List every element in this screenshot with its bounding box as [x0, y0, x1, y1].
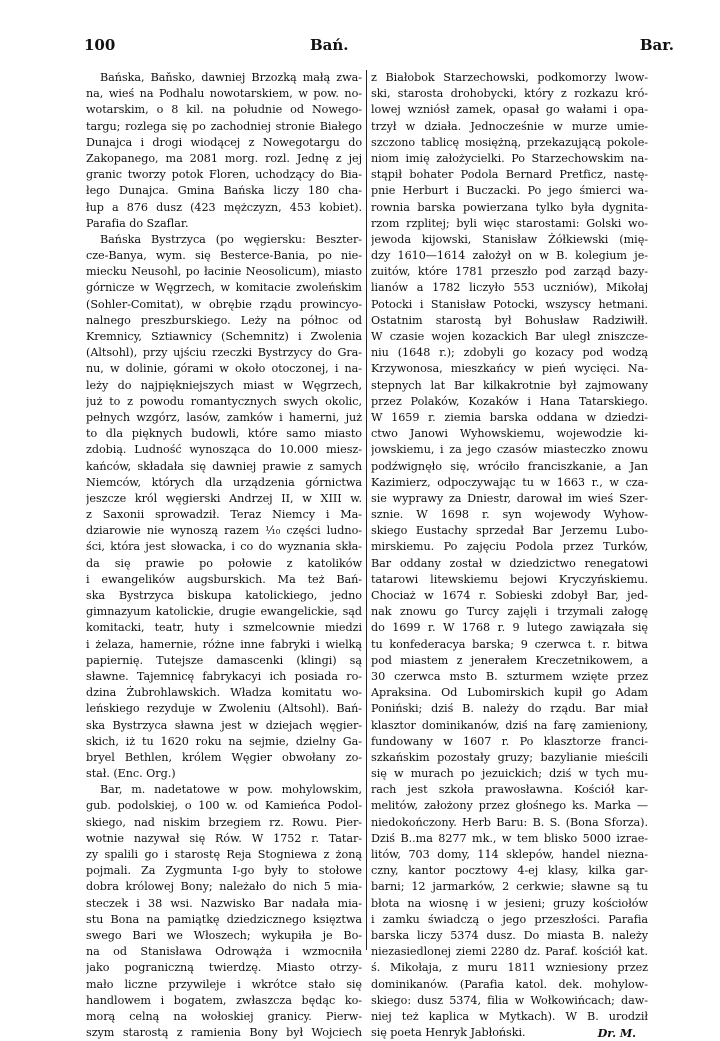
text-line: gimnazyum katolickie, drugie ewangelickie, sąd: [86, 605, 362, 619]
text-line: i żelaza, hamernie, różne inne fabryki i wielką: [86, 637, 362, 651]
text-line: Ostatnim starostą był Bohusław Radziwiłł.: [371, 313, 648, 327]
text-line: handlowem i bogatem, zwłaszcza będąc ko-: [86, 993, 362, 1007]
text-line: (Sohler-Comitat), w obrębie rządu prowincyo-: [86, 297, 362, 311]
text-line: to dla pięknych budowli, które samo miasto: [86, 427, 362, 441]
text-line: W 1659 r. ziemia barska oddana w dziedzi-: [371, 410, 648, 424]
text-line: melitów, założony przez głośnego ks. Marka —: [371, 799, 648, 813]
text-line: jeszcze król węgierski Andrzej II, w XIII w.: [86, 491, 362, 505]
text-line: dziarowie nie wynoszą razem ¹⁄₁₀ części ludno-: [86, 524, 362, 538]
text-line: skiego Eustachy sprzedał Bar Jerzemu Lubo-: [371, 524, 648, 538]
text-line: rach jest szkoła prawosławna. Kościół kar-: [371, 783, 648, 797]
text-line: łup a 876 dusz (423 mężczyzn, 453 kobiet).: [86, 200, 362, 214]
text-line: dzy 1610—1614 założył on w B. kolegium je-: [371, 249, 648, 263]
text-line: dominikanów. (Parafia katol. dek. mohylow-: [371, 977, 648, 991]
text-line: zuitów, które 1781 przeszło pod zarząd bazy-: [371, 265, 648, 279]
text-line: ska Bystrzyca sławna jest w dziejach węgier-: [86, 718, 362, 732]
text-line: jowskiemu, i za jego czasów miasteczko znowu: [371, 443, 648, 457]
text-line: błota na wiosnę i w jesieni; gruzy kościołów: [371, 896, 648, 910]
text-line: mało liczne przywileje i wkrótce stało się: [86, 977, 362, 991]
text-line: łego Dunajca. Gmina Bańska liczy 180 cha-: [86, 184, 362, 198]
text-line: dobra królowej Bony; należało do nich 5 mia-: [86, 880, 362, 894]
text-line: Bańska Bystrzyca (po węgiersku: Beszter-: [100, 232, 362, 246]
page-header: [84, 36, 674, 58]
text-line: targu; rozlega się po zachodniej stronie Białego: [86, 119, 362, 133]
text-line: na od Stanisława Odrowąża i wzmocniła: [86, 945, 362, 959]
text-line: Chociaż w 1674 r. Sobieski zdobył Bar, jed-: [371, 589, 648, 602]
text-line: ś. Mikołaja, z muru 1811 wzniesiony przez: [371, 961, 648, 975]
text-line: z Saxonii sprowadził. Teraz Niemcy i Ma-: [86, 508, 362, 522]
text-line: bryel Bethlen, królem Węgier obwołany zo-: [86, 750, 362, 764]
text-line: fundowany w 1607 r. Po klasztorze franci-: [371, 734, 648, 748]
text-line: nalnego preszburskiego. Leży na północ od: [86, 313, 362, 327]
text-line: nu, w dolinie, górami w około otoczonej, i na-: [86, 362, 362, 376]
text-line: czny, kantor pocztowy 4-ej klasy, kilka gar-: [371, 864, 648, 878]
text-line: klasztor dominikanów, dziś na farę zamieniony,: [371, 718, 648, 732]
text-line: szczono tablicę mosiężną, przekazującą pokole-: [371, 135, 648, 149]
text-line: do 1699 r. W 1768 r. 9 lutego zawiązała się: [371, 621, 648, 635]
text-line: niom imię założycielki. Po Starzechowskim na-: [371, 151, 648, 165]
text-line: pod miastem z jenerałem Kreczetnikowem, a: [371, 653, 648, 667]
text-line: rownia barska powierzana tylko była dygnita-: [371, 200, 648, 214]
text-line: papiernię. Tutejsze damascenki (klingi) są: [86, 653, 362, 667]
text-line: pojmali. Za Zygmunta I-go były to stołowe: [86, 864, 362, 878]
text-line: steczek i 38 wsi. Nazwisko Bar nadała mia-: [86, 896, 362, 910]
text-line: rzom rzplitej; byli więc starostami: Golski wo-: [371, 216, 648, 230]
text-line: gub. podolskiej, o 100 w. od Kamieńca Podol-: [86, 799, 362, 813]
text-line: jewoda kijowski, Stanisław Żółkiewski (mię-: [371, 232, 648, 246]
text-line: lianów a 1782 liczyło 553 uczniów), Mikołaj: [371, 281, 648, 295]
text-line: niezasiedlonej ziemi 2280 dz. Paraf. kościół kat.: [371, 945, 648, 959]
text-line: sławne. Tajemnicę fabrykacyi ich posiada ro-: [86, 669, 362, 683]
text-line: niej też kaplica w Mytkach). W B. urodził: [371, 1009, 648, 1023]
text-line: górnicze w Węgrzech, w komitacie zwoleńskim: [86, 281, 362, 295]
text-line: Zakopanego, ma 2081 morg. rozl. Jednę z jej: [86, 151, 362, 165]
text-line: wotarskim, o 8 kil. na południe od Nowego-: [86, 103, 362, 117]
text-line: Kremnicy, Sztiawnicy (Schemnitz) i Zwolenia: [86, 330, 362, 343]
text-line: skiego, nad niskim brzegiem rz. Rowu. Pier-: [86, 815, 362, 829]
text-line: stepnych lat Bar kilkakrotnie był zajmowany: [371, 378, 648, 392]
text-line: da się prawie po połowie z katolików: [86, 556, 362, 570]
text-line: [371, 1025, 648, 1041]
text-line: Krzywonosa, mieszkańcy w pień wycięci. Na-: [371, 362, 648, 376]
text-line: nak znowu go Turcy zajęli i trzymali załogę: [371, 605, 648, 619]
text-line: szkańskim pozostały gruzy; bazylianie mieścili: [371, 750, 648, 764]
text-line: Bar oddany został w dziedzictwo renegatowi: [371, 556, 648, 570]
text-line: Bańska, Baňsko, dawniej Brzozką małą zwa-: [100, 71, 362, 84]
column-divider: [366, 70, 367, 950]
text-line: mirskiemu. Po zajęciu Podola przez Turków,: [371, 540, 648, 554]
text-line: barni; 12 jarmarków, 2 cerkwie; sławne są tu: [371, 880, 648, 894]
text-line: wotnie nazywał się Rów. W 1752 r. Tatar-: [86, 831, 362, 845]
text-line: tu konfederacya barska; 9 czerwca t. r. bitwa: [371, 637, 648, 651]
text-line: kańców, składała się dawniej prawie z samych: [86, 459, 362, 473]
text-line: przez Polaków, Kozaków i Hana Tatarskiego.: [371, 394, 648, 408]
text-line: niu (1648 r.); zdobyli go kozacy pod wodzą: [371, 346, 648, 360]
text-line: podźwignęło się, wróciło franciszkanie, a Jan: [371, 459, 648, 473]
text-line: i ewangelików augsburskich. Ma też Bań-: [86, 572, 362, 586]
left-text-column: [86, 70, 362, 1041]
text-line: granic tworzy potok Floren, uchodzący do Bia-: [86, 168, 362, 182]
text-line: (Altsohl), przy ujściu rzeczki Bystrzycy do Gra-: [86, 346, 362, 360]
text-line: stąpił bohater Podola Bernard Pretficz, nastę-: [371, 168, 648, 182]
text-line: tatarowi litewskiemu bejowi Kryczyńskiemu.: [371, 572, 648, 586]
text-line: skich, iż tu 1620 roku na sejmie, dzielny Ga-: [86, 734, 362, 748]
text-line: już to z powodu romantycznych swych okolic,: [86, 394, 362, 408]
page-number: 100: [84, 36, 116, 54]
text-line: dzina Żubrohlawskich. Władza komitatu wo-: [86, 686, 362, 700]
text-line: pnie Herburt i Buczacki. Po jego śmierci wa-: [371, 184, 648, 198]
text-line: ści, która jest słowacka, i co do wyznania skła-: [86, 540, 362, 554]
text-line: skiego: dusz 5374, filia w Wołkowińcach; daw-: [371, 993, 648, 1007]
text-line: niedokończony. Herb Baru: B. S. (Bona Sforza).: [371, 815, 648, 829]
text-line: pełnych wzgórz, lasów, zamków i hamerni, już: [86, 410, 362, 424]
text-line: cze-Banya, wym. się Besterce-Bania, po nie-: [86, 249, 362, 263]
text-line: Dunajca i drogi wiodącej z Nowegotargu do: [86, 135, 362, 149]
text-line: z Białobok Starzechowski, podkomorzy lwow-: [371, 71, 648, 84]
text-line: leńskiego rezyduje w Zwoleniu (Altsohl). Bań-: [86, 702, 362, 716]
text-line: Niemców, których dla urządzenia górnictwa: [86, 475, 362, 489]
text-line: ctwo Janowi Wyhowskiemu, wojewodzie ki-: [371, 427, 648, 441]
text-line: barska liczy 5374 dusz. Do miasta B. należy: [371, 928, 648, 942]
text-line: jako pograniczną twierdzę. Miasto otrzy-: [86, 961, 362, 975]
text-line: lowej wzniósł zamek, opasał go wałami i opa-: [371, 103, 648, 117]
text-line: Potocki i Stanisław Potocki, wszyscy hetmani.: [371, 297, 648, 311]
right-text-column: [371, 70, 648, 1041]
text-line: się w murach po jezuickich; dziś w tych mu-: [371, 767, 648, 781]
text-line: stał. (Enc. Org.): [86, 767, 176, 781]
text-line: trzył w działa. Jednocześnie w murze umie-: [371, 119, 648, 133]
text-line: stu Bona na pamiątkę dziedzicznego księztwa: [86, 912, 362, 926]
text-line-content: się poeta Henryk Jabłoński.: [371, 1026, 526, 1040]
text-line: leży do najpiękniejszych miast w Węgrzech,: [86, 378, 362, 392]
header-right-title: Bar.: [639, 36, 674, 54]
text-line: ska Bystrzyca biskupa katolickiego, jedno: [86, 589, 362, 602]
text-line: Poniński; dziś B. należy do rządu. Bar miał: [371, 702, 648, 716]
text-line: morą celną na wołoskiej granicy. Pierw-: [86, 1009, 362, 1023]
text-line: Dziś B..ma 8277 mk., w tem blisko 5000 izrae-: [371, 831, 648, 845]
text-line: Kazimierz, odpoczywając tu w 1663 r., w cza-: [371, 475, 648, 489]
text-line: na, wieś na Podhalu nowotarskiem, w pow. no-: [86, 87, 362, 101]
text-line: szym starostą z ramienia Bony był Wojciech: [86, 1026, 362, 1040]
header-left-title: Bań.: [310, 36, 349, 54]
author-signature: Dr. M.: [597, 1026, 636, 1041]
text-line: komitacki, teatr, huty i szmelcownie miedzi: [86, 621, 362, 635]
text-line: swego Bari we Włoszech; wykupiła je Bo-: [86, 928, 362, 942]
text-line: zdobią. Ludność wynosząca do 10.000 miesz-: [86, 443, 362, 457]
text-line: sie wyprawy za Dniestr, darował im wieś Szer-: [371, 491, 648, 505]
text-line: Parafia do Szaflar.: [86, 216, 189, 230]
text-line: zy spalili go i starostę Reja Stogniewa z żoną: [86, 848, 362, 861]
text-line: W czasie wojen kozackich Bar uległ zniszcze-: [371, 330, 648, 343]
text-line: sznie. W 1698 r. syn wojewody Wyhow-: [371, 508, 648, 522]
text-line: ski, starosta drohobycki, który z rozkazu kró-: [371, 87, 648, 101]
text-line: Bar, m. nadetatowe w pow. mohylowskim,: [100, 783, 362, 797]
text-line: litów, 703 domy, 114 sklepów, handel niezna-: [371, 848, 648, 861]
text-line: i zamku świadczą o jego przeszłości. Parafia: [371, 912, 648, 926]
text-line: 30 czerwca msto B. szturmem wzięte przez: [371, 669, 648, 683]
text-line: Apraksina. Od Lubomirskich kupił go Adam: [371, 686, 648, 700]
text-line: miecku Neusohl, po łacinie Neosolicum), miasto: [86, 265, 362, 279]
